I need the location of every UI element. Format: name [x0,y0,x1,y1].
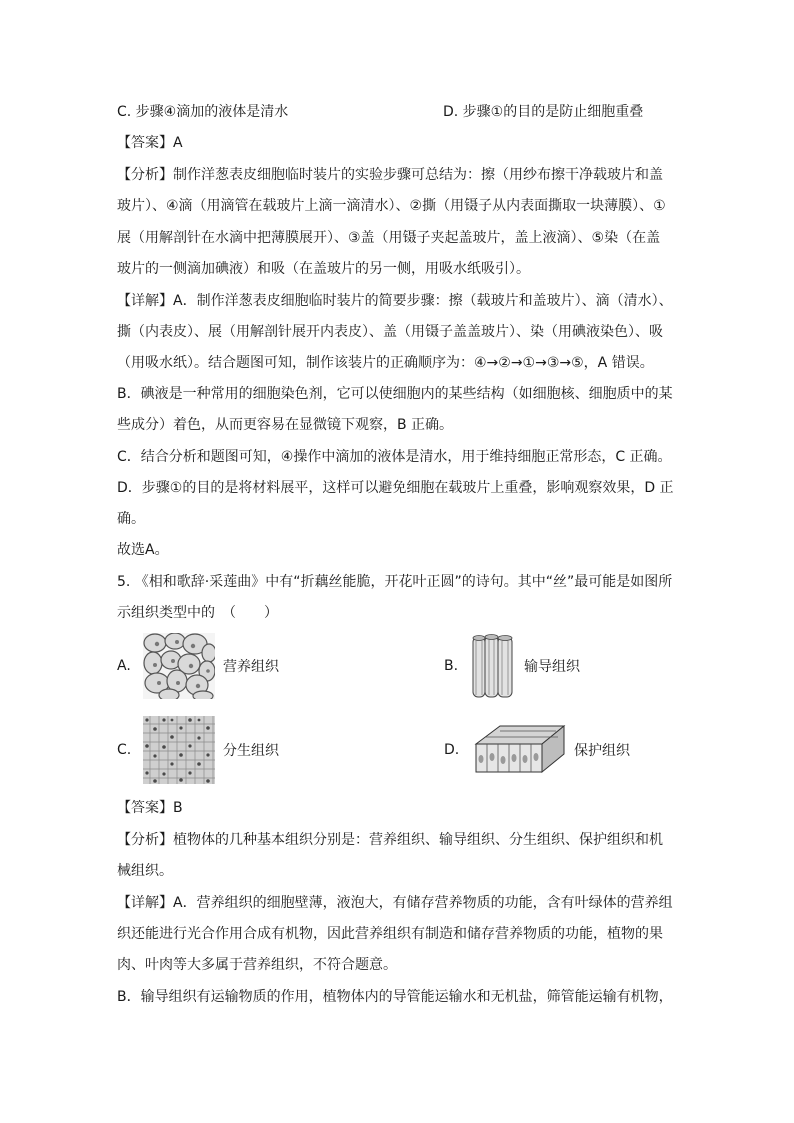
option-d-label: 保护组织 [574,743,630,759]
q4-detail-line: B．碘液是一种常用的细胞染色剂，它可以使细胞内的某些结构（如细胞核、细胞质中的某 [117,386,673,402]
q4-answer: 【答案】A [117,135,183,151]
q4-analysis-line: 【分析】制作洋葱表皮细胞临时装片的实验步骤可总结为：擦（用纱布擦干净载玻片和盖 [117,167,663,183]
q5-detail-line: B．输导组织有运输物质的作用，植物体内的导管能运输水和无机盐，筛管能运输有机物， [117,989,673,1005]
q4-analysis-line: 展（用解剖针在水滴中把薄膜展开）、③盖（用镊子夹起盖玻片，盖上液滴）、⑤染（在盖 [117,230,661,246]
q4-detail-line: （用吸水纸）。结合题图可知，制作该装片的正确顺序为：④→②→①→③→⑤，A 错误。 [117,355,654,371]
option-d-letter: D. [444,742,460,758]
conducting-tissue-image [470,633,516,699]
option-a-label: 营养组织 [223,659,279,675]
q4-detail-line: D．步骤①的目的是将材料展平，这样可以避免细胞在载玻片上重叠，影响观察效果，D 正 [117,480,674,496]
q5-detail-line: 织还能进行光合作用合成有机物，因此营养组织有制造和储存营养物质的功能，植物的果 [117,926,663,942]
q5-analysis-line: 械组织。 [117,863,173,879]
q4-detail-line: C．结合分析和题图可知，④操作中滴加的液体是清水，用于维持细胞正常形态，C 正确。 [117,449,672,465]
q5-analysis-line: 【分析】植物体的几种基本组织分别是：营养组织、输导组织、分生组织、保护组织和机 [117,832,663,848]
option-b[interactable] [444,633,580,699]
option-a-letter: A. [117,658,131,674]
option-c-label: 分生组织 [223,743,279,759]
q4-detail-line: 【详解】A．制作洋葱表皮细胞临时装片的简要步骤：擦（载玻片和盖玻片）、滴（清水）、 [117,293,673,309]
option-b-letter: B. [444,658,459,674]
meristem-tissue-image [143,716,215,784]
option-d[interactable] [444,722,630,778]
option-c-letter: C. [117,742,132,758]
q5-detail-line: 【详解】A．营养组织的细胞壁薄，液泡大，有储存营养物质的功能，含有叶绿体的营养组 [117,895,673,911]
q4-detail-line: 些成分）着色，从而更容易在显微镜下观察，B 正确。 [117,417,454,433]
q4-detail-line: 撕（内表皮）、展（用解剖针展开内表皮）、盖（用镊子盖盖玻片）、染（用碘液染色）、吸 [117,324,663,340]
option-c[interactable] [117,716,279,784]
header-option-row [117,101,677,123]
q4-analysis-line: 玻片）、④滴（用滴管在载玻片上滴一滴清水）、②撕（用镊子从内表面撕取一块薄膜）、① [117,198,666,214]
option-d-text: D. 步骤①的目的是防止细胞重叠 [443,104,644,120]
protective-tissue-image [470,722,566,778]
option-c-text: C. 步骤④滴加的液体是清水 [117,104,289,120]
option-a[interactable] [117,633,279,699]
q4-analysis-line: 玻片的一侧滴加碘液）和吸（在盖玻片的另一侧，用吸水纸吸引）。 [117,261,530,277]
q4-detail-line: 确。 [117,511,145,527]
q5-answer: 【答案】B [117,800,183,816]
q5-stem-line: 5. 《相和歌辞·采莲曲》中有“折藕丝能脆，开花叶正圆”的诗句。其中“丝”最可能是如图所 [117,574,673,590]
option-b-label: 输导组织 [524,659,580,675]
q5-stem-line: 示组织类型中的 （ ） [117,605,278,621]
q4-conclusion: 故选A。 [117,542,169,558]
q5-detail-line: 肉、叶肉等大多属于营养组织，不符合题意。 [117,957,397,973]
parenchyma-tissue-image [143,633,215,699]
